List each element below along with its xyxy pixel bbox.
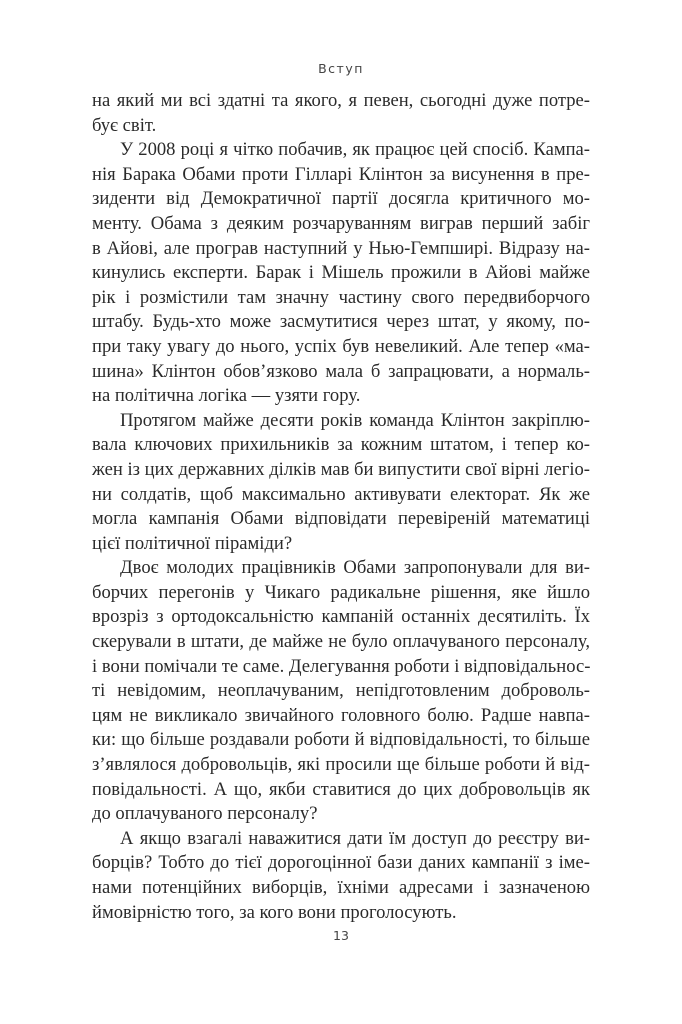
text-line: Протягом майже десяти років команда Клінтон закріплю- [120,409,590,431]
text-line: бує світ. [92,114,157,136]
page-body [92,89,590,925]
text-line: і вони помічали те саме. Делегування роботи і відповідальнос- [92,655,591,677]
running-header: Вступ [318,61,364,76]
text-line: кинулись експерти. Барак і Мішель прожили в Айові майже [92,262,590,284]
text-line: до оплачуваного персоналу? [92,803,318,825]
text-line: Двоє молодих працівників Обами запропонували для ви- [120,557,590,579]
text-line: ки: що більше роздавали роботи й відповідальності, то більше [92,729,590,751]
text-line: борчих перегонів у Чикаго радикальне рішення, яке йшло [92,581,590,603]
text-line: шина» Клінтон обов’язково мала б запрацювати, а нормаль- [92,360,590,382]
paragraph [92,556,590,827]
text-line: У 2008 році я чітко побачив, як працює цей спосіб. Кампа- [120,139,590,161]
text-line: в Айові, але програв наступний у Нью-Гемпширі. Відразу на- [92,237,590,259]
paragraph [92,827,590,925]
text-line: жен із цих державних ділків мав би випустити свої вірні легіо- [92,458,590,480]
text-line: борців? Тобто до тієї дорогоцінної бази даних кампанії з іме- [92,852,590,874]
paragraph [92,89,590,138]
text-line: менту. Обама з деяким розчаруванням виграв перший забіг [92,212,590,234]
page-number: 13 [333,928,349,943]
text-line: на який ми всі здатні та якого, я певен, сьогодні дуже потре- [92,90,590,111]
text-line: врозріз з ортодоксальністю кампаній останніх десятиліть. Їх [92,606,590,628]
text-line: скерували в штати, де майже не було оплачуваного персоналу, [92,631,590,653]
text-line: рік і розмістили там значну частину свого передвиборчого [92,286,590,308]
text-line: з’являлося добровольців, які просили ще більше роботи й від- [92,754,590,776]
text-line: А якщо взагалі наважитися дати їм доступ до реєстру ви- [120,827,590,849]
text-line: на політична логіка — узяти гору. [92,385,361,407]
text-line: штабу. Будь-хто може засмутитися через штат, у якому, по- [92,311,590,333]
text-line: зиденти від Демократичної партії досягла критичного мо- [92,188,590,210]
text-line: цям не викликало звичайного головного болю. Радше навпа- [92,704,590,726]
text-line: при таку увагу до нього, успіх був невеликий. Але тепер «ма- [92,335,590,357]
text-line: могла кампанія Обами відповідати перевіреній математиці [92,508,590,530]
text-line: вала ключових прихильників за кожним штатом, і тепер ко- [92,434,590,456]
text-line: нами потенційних виборців, їхніми адресами і зазначеною [92,877,590,898]
text-line: повідальності. А що, якби ставитися до цих добровольців як [92,778,590,800]
paragraph [92,409,590,557]
text-line: цієї політичної піраміди? [92,532,293,554]
text-line: нія Барака Обами проти Гілларі Клінтон за висунення в пре- [92,163,590,185]
text-line: ті невідомим, неоплачуваним, непідготовленим доброволь- [92,680,590,702]
text-line: ни солдатів, щоб максимально активувати електорат. Як же [92,483,590,505]
paragraph [92,138,590,409]
text-line: ймовірністю того, за кого вони проголосують. [92,901,457,923]
